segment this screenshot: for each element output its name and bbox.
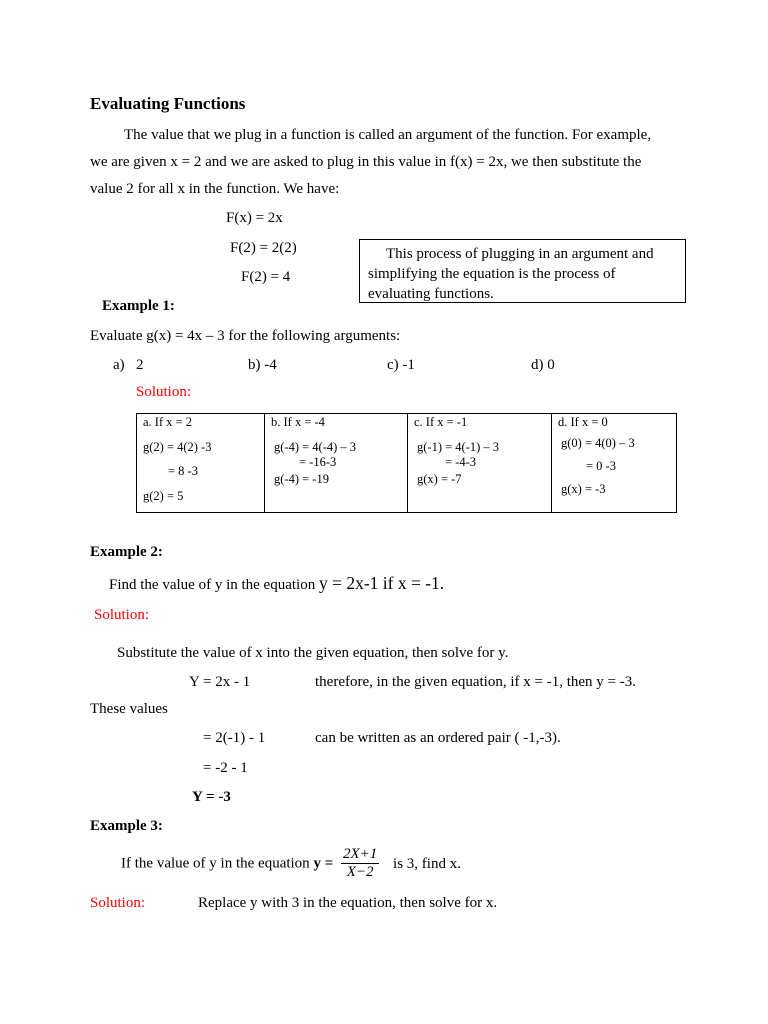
fraction-denominator: X−2: [346, 864, 374, 880]
these-values-text: These values: [90, 701, 168, 717]
example-3-prompt: [121, 846, 461, 881]
example-2-prompt: [109, 573, 444, 594]
cell-d-line-1: d. If x = 0: [558, 415, 608, 429]
cell-c-line-4: g(x) = -7: [417, 472, 462, 486]
option-c: c) -1: [387, 357, 415, 373]
step-2: F(2) = 2(2): [230, 240, 297, 256]
cell-d-line-4: g(x) = -3: [561, 482, 606, 496]
page-title: Evaluating Functions: [90, 94, 246, 113]
table-cell-a: [137, 414, 265, 513]
example-3-prompt-text: If the value of y in the equation: [121, 855, 310, 872]
cell-d-line-2: g(0) = 4(0) – 3: [561, 436, 635, 450]
equation-line-3: = -2 - 1: [203, 760, 248, 776]
cell-a-line-3: = 8 -3: [168, 464, 198, 478]
therefore-statement: therefore, in the given equation, if x = -1, then y = -3.: [315, 674, 636, 690]
equation-line-1: Y = 2x - 1: [189, 674, 251, 690]
example-2-equation: y = 2x-1 if x = -1.: [318, 573, 445, 593]
definition-box: [359, 239, 686, 303]
option-b: b) -4: [248, 357, 277, 373]
definition-line-1: This process of plugging in an argument and: [386, 246, 654, 262]
definition-line-3: evaluating functions.: [368, 286, 494, 302]
cell-b-line-3: = -16-3: [299, 455, 337, 469]
cell-b-line-4: g(-4) = -19: [274, 472, 329, 486]
intro-line-2: we are given x = 2 and we are asked to plug in this value in f(x) = 2x, we then substitute the: [90, 154, 642, 170]
example-3-prompt-suffix: is 3, find x.: [393, 855, 461, 872]
cell-c-line-3: = -4-3: [445, 455, 476, 469]
table-cell-b: [265, 414, 408, 513]
example-3-y-equals: y =: [313, 855, 334, 872]
fraction-numerator: 2X+1: [343, 846, 378, 862]
example-2-prompt-text: Find the value of y in the equation: [109, 577, 316, 593]
cell-c-line-1: c. If x = -1: [414, 415, 468, 429]
example-3-solution-label: Solution:: [90, 895, 146, 911]
example-3-label: Example 3:: [90, 818, 163, 834]
substitute-instruction: Substitute the value of x into the given equation, then solve for y.: [117, 645, 509, 661]
equation-result: Y = -3: [192, 789, 231, 805]
cell-d-line-3: = 0 -3: [586, 459, 616, 473]
cell-a-line-1: a. If x = 2: [143, 415, 193, 429]
intro-line-1: The value that we plug in a function is called an argument of the function. For example,: [124, 127, 652, 143]
equation-line-2: = 2(-1) - 1: [203, 730, 266, 746]
cell-a-line-4: g(2) = 5: [143, 489, 184, 503]
option-d: d) 0: [531, 357, 555, 373]
step-1: F(x) = 2x: [226, 210, 283, 226]
example-1-solution-label: Solution:: [136, 384, 192, 400]
table-cell-c: [408, 414, 552, 513]
option-a-value: 2: [136, 357, 144, 373]
example-2-label: Example 2:: [90, 544, 163, 560]
cell-a-line-2: g(2) = 4(2) -3: [143, 440, 212, 454]
example-3-instruction: Replace y with 3 in the equation, then solve for x.: [198, 895, 498, 911]
step-3: F(2) = 4: [241, 269, 291, 285]
example-2-solution-label: Solution:: [94, 607, 150, 623]
table-row: [137, 414, 677, 513]
definition-line-2: simplifying the equation is the process of: [368, 266, 616, 282]
cell-b-line-1: b. If x = -4: [271, 415, 325, 429]
example-1-prompt: Evaluate g(x) = 4x – 3 for the following arguments:: [90, 328, 401, 344]
intro-line-3: value 2 for all x in the function. We have:: [90, 181, 340, 197]
fraction: [341, 846, 379, 881]
cell-c-line-2: g(-1) = 4(-1) – 3: [417, 440, 500, 454]
example-1-label: Example 1:: [102, 298, 175, 314]
option-a-letter: a): [113, 357, 125, 373]
ordered-pair-statement: can be written as an ordered pair ( -1,-3).: [315, 730, 561, 746]
cell-b-line-2: g(-4) = 4(-4) – 3: [274, 440, 357, 454]
table-cell-d: [552, 414, 677, 513]
solution-table: [136, 413, 677, 513]
